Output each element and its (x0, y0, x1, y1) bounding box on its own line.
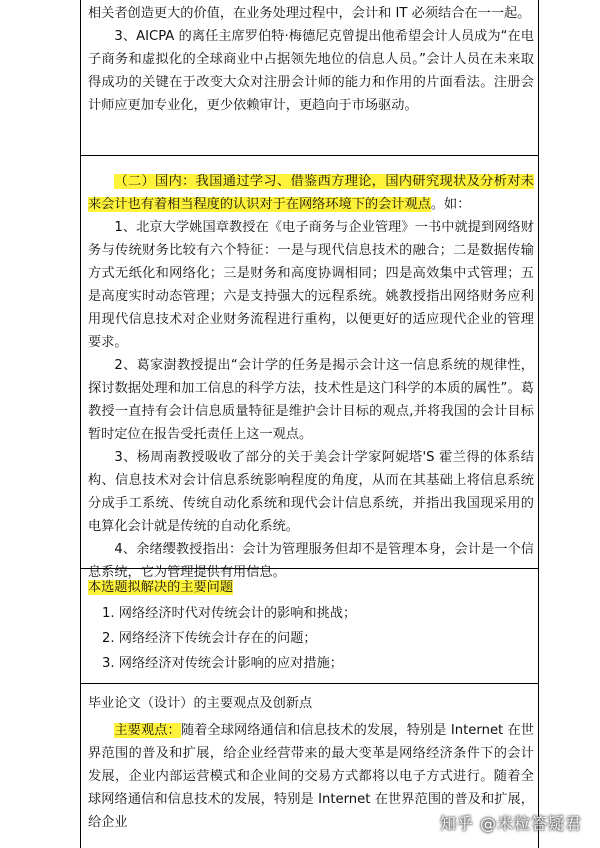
highlighted-intro: （二）国内：我国通过学习、借鉴西方理论，国内研究现状及分析对未来会计也有着相当程度的认识对于在网络环境下的会计观点 (88, 174, 534, 212)
views-label: 主要观点： (114, 723, 181, 738)
domestic-item-4: 4、余绪缨教授指出：会计为管理服务但却不是管理本身，会计是一个信息系统，它为管理提供有用信息。 (88, 542, 534, 580)
foreign-research-section (88, 2, 534, 117)
problem-item-1: 1. 网络经济时代对传统会计的影响和挑战； (102, 606, 357, 621)
zhihu-watermark: 知乎 @米粒答疑君 (439, 814, 582, 833)
domestic-item-1: 1、北京大学姚国章教授在《电子商务与企业管理》一书中就提到网络财务与传统财务比较有六个特征：一是与现代信息技术的融合；二是数据传输方式无纸化和网络化；三是财务和高度协调相同；四是高效集中式管理；五是高度实时动态管理；六是支持强大的远程系统。姚教授指出网络财务应利用现代信息技术对企业财务流程进行重构，以便更好的适应现代企业的管理要求。 (88, 220, 534, 350)
problems-heading-text: 本选题拟解决的主要问题 (88, 580, 234, 595)
paragraph-item-3: 3、AICPA 的离任主席罗伯特·梅德尼克曾提出他希望会计人员成为“在电子商务和虚拟化的全球商业中占据领先地位的信息人员。”会计人员在未来取得成功的关键在于改变大众对注册会计师的能力和作用的片面看法。注册会计师应更加专业化，更少依赖审计，更趋向于市场驱动。 (88, 29, 534, 113)
intro-tail: 。如： (430, 197, 471, 212)
row-divider (80, 683, 539, 684)
problems-heading (88, 576, 534, 599)
main-problems-section (88, 576, 534, 676)
domestic-research-section (88, 170, 534, 584)
domestic-intro (88, 170, 534, 216)
views-heading: 毕业论文（设计）的主要观点及创新点 (88, 696, 313, 711)
row-divider (80, 155, 539, 156)
domestic-item-2: 2、葛家澍教授提出“会计学的任务是揭示会计这一信息系统的规律性，探讨数据处理和加工信息的科学方法，技术性是这门科学的本质的属性”。葛教授一直持有会计信息质量特征是维护会计目标的观点,并将我国的会计目标暂时定位在报告受托责任上这一观点。 (88, 358, 534, 442)
problem-item-2: 2. 网络经济下传统会计存在的问题； (102, 631, 317, 646)
domestic-item-3: 3、杨周南教授吸收了部分的关于美会计学家阿妮塔'S 霍兰得的体系结构、信息技术对会计信息系统影响程度的角度，从而在其基础上将信息系统分成手工系统、传统自动化系统和现代会计信息系统，并指出我国现采用的电算化会计就是传统的自动化系统。 (88, 450, 534, 534)
paragraph-continuation: 相关者创造更大的价值，在业务处理过程中，会计和 IT 必须结合在一一起。 (88, 6, 531, 21)
problem-item-3: 3. 网络经济对传统会计影响的应对措施； (102, 656, 343, 671)
views-text: 随着全球网络通信和信息技术的发展，特别是 Internet 在世界范围的普及和扩展，给企业经营带来的最大变革是网络经济条件下的会计发展，企业内部运营模式和企业间的交易方式都将以电子方式进行。随着全球网络通信和信息技术的发展，特别是 Internet 在世界范围的普及和扩展，给企业 (88, 723, 534, 830)
